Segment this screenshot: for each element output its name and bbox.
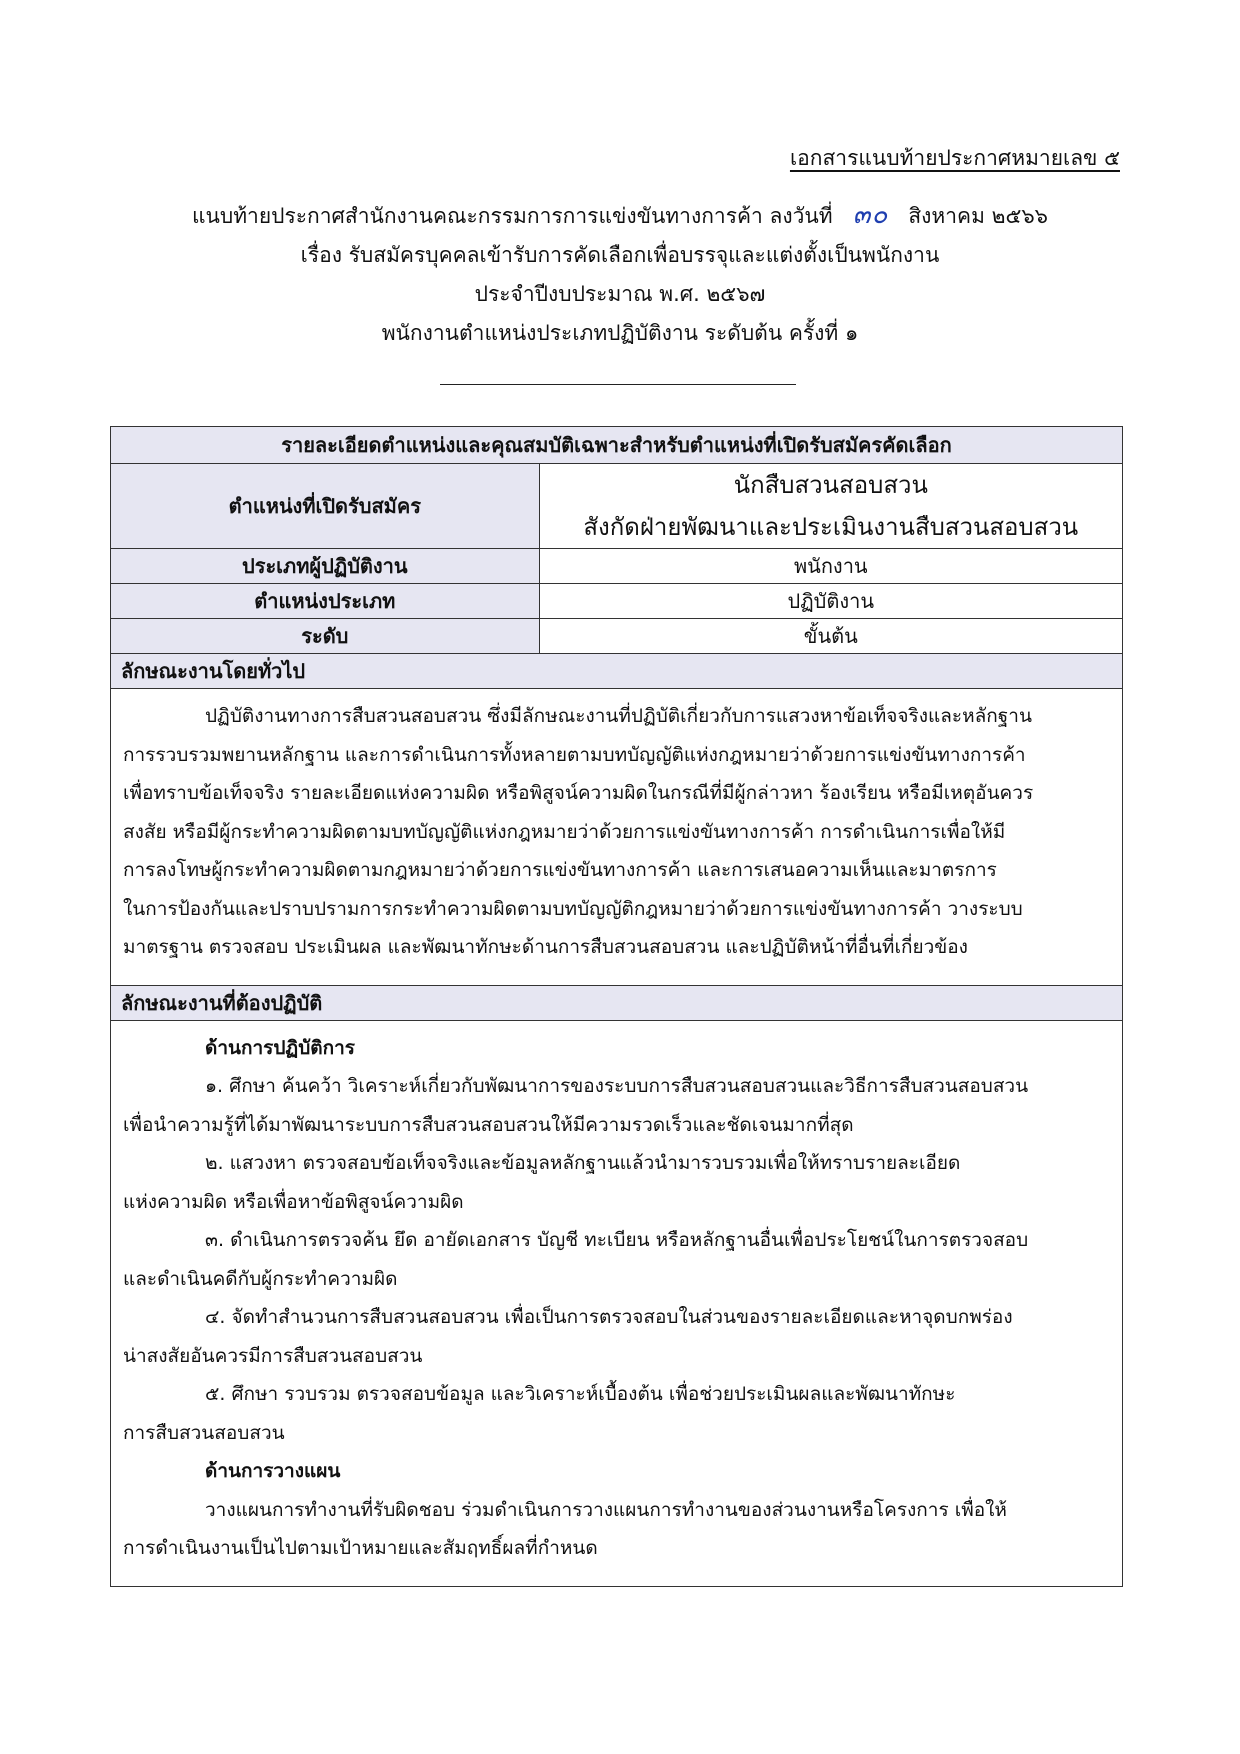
general-section-header: ลักษณะงานโดยทั่วไป xyxy=(111,654,1123,689)
row-label: ตำแหน่งประเภท xyxy=(111,584,540,619)
position-value xyxy=(539,464,1122,549)
general-line: มาตรฐาน ตรวจสอบ ประเมินผล และพัฒนาทักษะด้านการสืบสวนสอบสวน และปฏิบัติหน้าที่อื่นที่เกี่ยวข้อง xyxy=(123,936,968,958)
general-line: สงสัย หรือมีผู้กระทำความผิดตามบทบัญญัติแห่งกฎหมายว่าด้วยการแข่งขันทางการค้า การดำเนินการเพื่อให้มี xyxy=(123,820,1006,843)
duty-item-line: ๕. ศึกษา รวบรวม ตรวจสอบข้อมูล และวิเคราะห์เบื้องต้น เพื่อช่วยประเมินผลและพัฒนาทักษะ xyxy=(205,1383,956,1405)
handwritten-day: ๓๐ xyxy=(852,200,889,230)
heading-line-3: ประจำปีงบประมาณ พ.ศ. ๒๕๖๗ xyxy=(474,282,766,306)
duty-item-line: ๔. จัดทำสำนวนการสืบสวนสอบสวน เพื่อเป็นการตรวจสอบในส่วนของรายละเอียดและหาจุดบกพร่อง xyxy=(205,1306,1013,1328)
heading-line-1-prefix: แนบท้ายประกาศสำนักงานคณะกรรมการการแข่งขันทางการค้า ลงวันที่ xyxy=(191,204,833,228)
general-line: การลงโทษผู้กระทำความผิดตามกฎหมายว่าด้วยการแข่งขันทางการค้า และการเสนอความเห็นและมาตรการ xyxy=(123,859,997,881)
duties-section-header-row xyxy=(111,985,1123,1020)
duty-item-line: ๒. แสวงหา ตรวจสอบข้อเท็จจริงและข้อมูลหลักฐานแล้วนำมารวบรวมเพื่อให้ทราบรายละเอียด xyxy=(205,1152,961,1174)
row-value: พนักงาน xyxy=(539,549,1122,584)
position-label: ตำแหน่งที่เปิดรับสมัคร xyxy=(111,464,540,549)
duty-item-line: เพื่อนำความรู้ที่ได้มาพัฒนาระบบการสืบสวนสอบสวนให้มีความรวดเร็วและชัดเจนมากที่สุด xyxy=(123,1113,854,1136)
planning-line: การดำเนินงานเป็นไปตามเป้าหมายและสัมฤทธิ์ผลที่กำหนด xyxy=(123,1537,598,1559)
duty-item-line: ๓. ดำเนินการตรวจค้น ยึด อายัดเอกสาร บัญชี ทะเบียน หรือหลักฐานอื่นเพื่อประโยชน์ในการตรวจสอบ xyxy=(205,1229,1029,1251)
heading-line-2: เรื่อง รับสมัครบุคคลเข้ารับการคัดเลือกเพื่อบรรจุและแต่งตั้งเป็นพนักงาน xyxy=(300,243,940,267)
table-title: รายละเอียดตำแหน่งและคุณสมบัติเฉพาะสำหรับตำแหน่งที่เปิดรับสมัครคัดเลือก xyxy=(111,427,1123,464)
duties-section-header: ลักษณะงานที่ต้องปฏิบัติ xyxy=(111,985,1123,1020)
duty-item-line: น่าสงสัยอันควรมีการสืบสวนสอบสวน xyxy=(123,1344,423,1367)
general-section-header-row xyxy=(111,654,1123,689)
document-heading xyxy=(0,196,1240,353)
position-details-table xyxy=(110,426,1123,1587)
general-line: ปฏิบัติงานทางการสืบสวนสอบสวน ซึ่งมีลักษณะงานที่ปฏิบัติเกี่ยวกับการแสวงหาข้อเท็จจริงและหลักฐาน xyxy=(205,705,1032,727)
planning-line: วางแผนการทำงานที่รับผิดชอบ ร่วมดำเนินการวางแผนการทำงานของส่วนงานหรือโครงการ เพื่อให้ xyxy=(205,1498,1007,1521)
duty-item-line: การสืบสวนสอบสวน xyxy=(123,1421,285,1444)
table-row xyxy=(111,584,1123,619)
document-reference: เอกสารแนบท้ายประกาศหมายเลข ๕ xyxy=(789,146,1120,170)
heading-line-4: พนักงานตำแหน่งประเภทปฏิบัติงาน ระดับต้น ครั้งที่ ๑ xyxy=(381,321,859,345)
row-value: ปฏิบัติงาน xyxy=(539,584,1122,619)
position-row xyxy=(111,464,1123,549)
operations-subheading: ด้านการปฏิบัติการ xyxy=(205,1036,355,1059)
heading-line-1-suffix: สิงหาคม ๒๕๖๖ xyxy=(908,204,1048,228)
position-title: นักสืบสวนสอบสวน xyxy=(733,471,928,499)
table-row xyxy=(111,549,1123,584)
duty-item-line: ๑. ศึกษา ค้นคว้า วิเคราะห์เกี่ยวกับพัฒนาการของระบบการสืบสวนสอบสวนและวิธีการสืบสวนสอบสวน xyxy=(205,1075,1029,1097)
row-label: ประเภทผู้ปฏิบัติงาน xyxy=(111,549,540,584)
general-description xyxy=(111,689,1123,986)
general-line: เพื่อทราบข้อเท็จจริง รายละเอียดแห่งความผิด หรือพิสูจน์ความผิดในกรณีที่มีผู้กล่าวหา ร้องเรียน หรือมีเหตุอันควร xyxy=(123,782,1034,804)
duty-item-line: แห่งความผิด หรือเพื่อหาข้อพิสูจน์ความผิด xyxy=(123,1190,464,1213)
general-line: การรวบรวมพยานหลักฐาน และการดำเนินการทั้งหลายตามบทบัญญัติแห่งกฎหมายว่าด้วยการแข่งขันทางการค้า xyxy=(123,743,1026,766)
duties-section-body-row xyxy=(111,1020,1123,1586)
row-label: ระดับ xyxy=(111,619,540,654)
general-section-body-row xyxy=(111,689,1123,986)
general-line: ในการป้องกันและปราบปรามการกระทำความผิดตามบทบัญญัติกฎหมายว่าด้วยการแข่งขันทางการค้า วางระบบ xyxy=(123,897,1023,920)
heading-line-1 xyxy=(0,196,1240,236)
duties-description xyxy=(111,1020,1123,1586)
table-row xyxy=(111,619,1123,654)
planning-subheading: ด้านการวางแผน xyxy=(205,1460,341,1482)
position-department: สังกัดฝ่ายพัฒนาและประเมินงานสืบสวนสอบสวน xyxy=(583,513,1079,541)
row-value: ขั้นต้น xyxy=(539,619,1122,654)
table-title-row xyxy=(111,427,1123,464)
duty-item-line: และดำเนินคดีกับผู้กระทำความผิด xyxy=(123,1267,398,1290)
separator-line xyxy=(440,384,796,385)
